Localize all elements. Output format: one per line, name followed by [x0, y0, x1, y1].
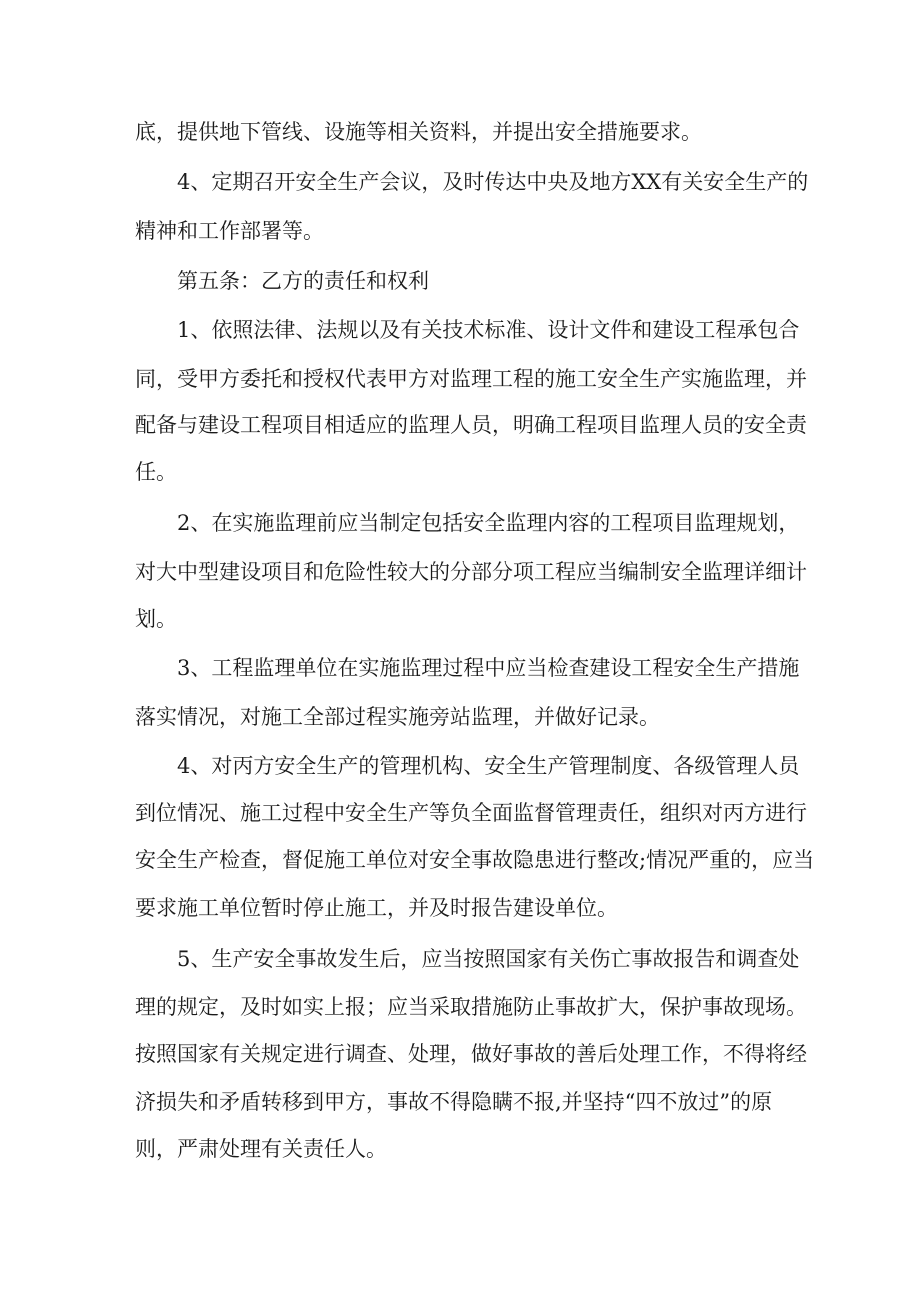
text-line: 配备与建设工程项目相适应的监理人员，明确工程项目监理人员的安全责 [135, 413, 807, 437]
text-line: 3、工程监理单位在实施监理过程中应当检查建设工程安全生产措施 [177, 656, 800, 680]
text-line: 对大中型建设项目和危险性较大的分部分项工程应当编制安全监理详细计 [135, 560, 807, 584]
text-line: 落实情况，对施工全部过程实施旁站监理，并做好记录。 [135, 705, 660, 729]
text-line: 按照国家有关规定进行调查、处理，做好事故的善后处理工作，不得将经 [135, 1042, 807, 1066]
text-line: 精神和工作部署等。 [135, 219, 324, 243]
text-line: 底，提供地下管线、设施等相关资料，并提出安全措施要求。 [135, 120, 702, 144]
text-line: 划。 [135, 607, 177, 631]
text-line: 任。 [135, 460, 177, 484]
section-heading: 第五条：乙方的责任和权利 [177, 269, 429, 293]
text-line: 4、对丙方安全生产的管理机构、安全生产管理制度、各级管理人员 [177, 754, 800, 778]
text-line: 安全生产检查，督促施工单位对安全事故隐患进行整改;情况严重的，应当 [135, 848, 815, 872]
text-line: 到位情况、施工过程中安全生产等负全面监督管理责任，组织对丙方进行 [135, 801, 807, 825]
text-line: 要求施工单位暂时停止施工，并及时报告建设单位。 [135, 896, 618, 920]
text-line: 则，严肃处理有关责任人。 [135, 1137, 387, 1161]
text-line: 理的规定，及时如实上报；应当采取措施防止事故扩大，保护事故现场。 [135, 995, 807, 1019]
text-line: 1、依照法律、法规以及有关技术标准、设计文件和建设工程承包合 [177, 318, 800, 342]
text-line: 济损失和矛盾转移到甲方，事故不得隐瞒不报,并坚持“四不放过”的原 [135, 1090, 773, 1114]
text-line: 2、在实施监理前应当制定包括安全监理内容的工程项目监理规划， [177, 511, 800, 535]
text-line: 4、定期召开安全生产会议，及时传达中央及地方XX有关安全生产的 [177, 170, 809, 194]
text-line: 5、生产安全事故发生后，应当按照国家有关伤亡事故报告和调查处 [177, 947, 800, 971]
text-line: 同，受甲方委托和授权代表甲方对监理工程的施工安全生产实施监理，并 [135, 367, 807, 391]
